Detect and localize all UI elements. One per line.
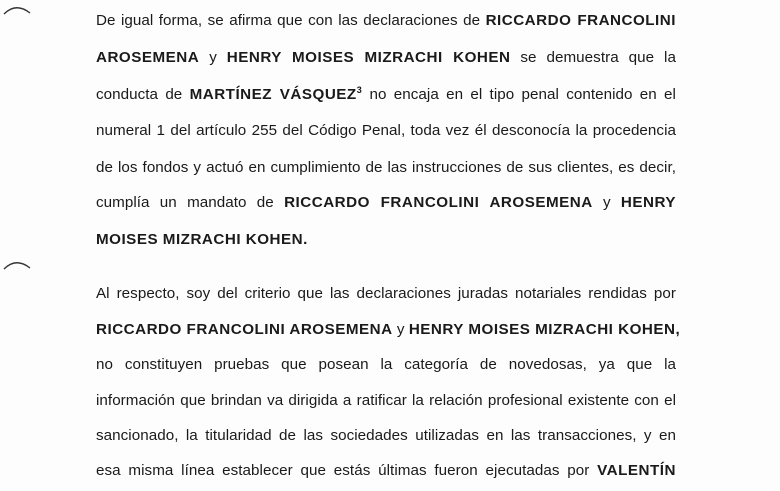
text-run: De igual forma, se afirma que con las declaraciones de [96,12,481,29]
paragraph-line [96,427,676,444]
text-run: información que brindan va dirigida a ratificar la relación profesional existente con el [96,392,676,409]
text-run: y [209,49,217,66]
margin-mark [2,4,32,18]
text-run: esa misma línea establecer que estás últimas fueron ejecutadas por [96,462,590,479]
text-run: y [602,194,611,211]
bold-name-text: MARTÍNEZ VÁSQUEZ [189,86,357,103]
paragraph-line [96,49,676,66]
bold-name: HENRY MOISES MIZRACHI KOHEN [226,49,511,66]
text-run: no encaja en el tipo penal contenido en el [369,86,676,103]
bold-name [409,321,680,338]
paragraph-line [96,194,676,211]
paragraph-line [96,86,676,103]
paragraph-line [96,356,676,373]
footnote-ref: 3 [356,85,363,95]
bold-name: VALENTÍN [597,462,676,479]
paragraph-line [96,12,676,29]
text-run: Al respecto, soy del criterio que las declaraciones juradas notariales rendidas por [96,285,676,302]
paragraph-line [96,392,676,409]
text-run: no constituyen pruebas que posean la categoría de novedosas, ya que la [96,356,676,373]
paragraph-line [96,231,308,248]
bold-name-text: HENRY MOISES MIZRACHI KOHEN [408,321,676,338]
text-run: de los fondos y actuó en cumplimiento de las instrucciones de sus clientes, es decir, [96,159,676,176]
bold-name: HENRY [620,194,676,211]
text-run: sancionado, la titularidad de las sociedades utilizadas en las transacciones, y en [96,427,676,444]
text-run: y [396,321,405,338]
paragraph-line [96,159,676,176]
bold-name: AROSEMENA [96,49,200,66]
paragraph-line [96,462,676,479]
bold-name: RICCARDO FRANCOLINI [485,12,676,29]
text-run: numeral 1 del artículo 255 del Código Penal, toda vez él desconocía la procedencia [96,122,676,139]
bold-name: RICCARDO FRANCOLINI AROSEMENA [96,321,393,338]
comma: , [675,321,681,338]
paragraph-line [96,122,676,139]
text-run: conducta de [96,86,183,103]
margin-mark [2,259,32,273]
bold-name: RICCARDO FRANCOLINI AROSEMENA [284,194,593,211]
bold-name [190,86,363,103]
text-run: se demuestra que la [520,49,676,66]
paragraph-line [96,321,681,338]
paragraph-line [96,285,676,302]
bold-name: MOISES MIZRACHI KOHEN. [96,231,308,248]
text-run: cumplía un mandato de [96,194,274,211]
